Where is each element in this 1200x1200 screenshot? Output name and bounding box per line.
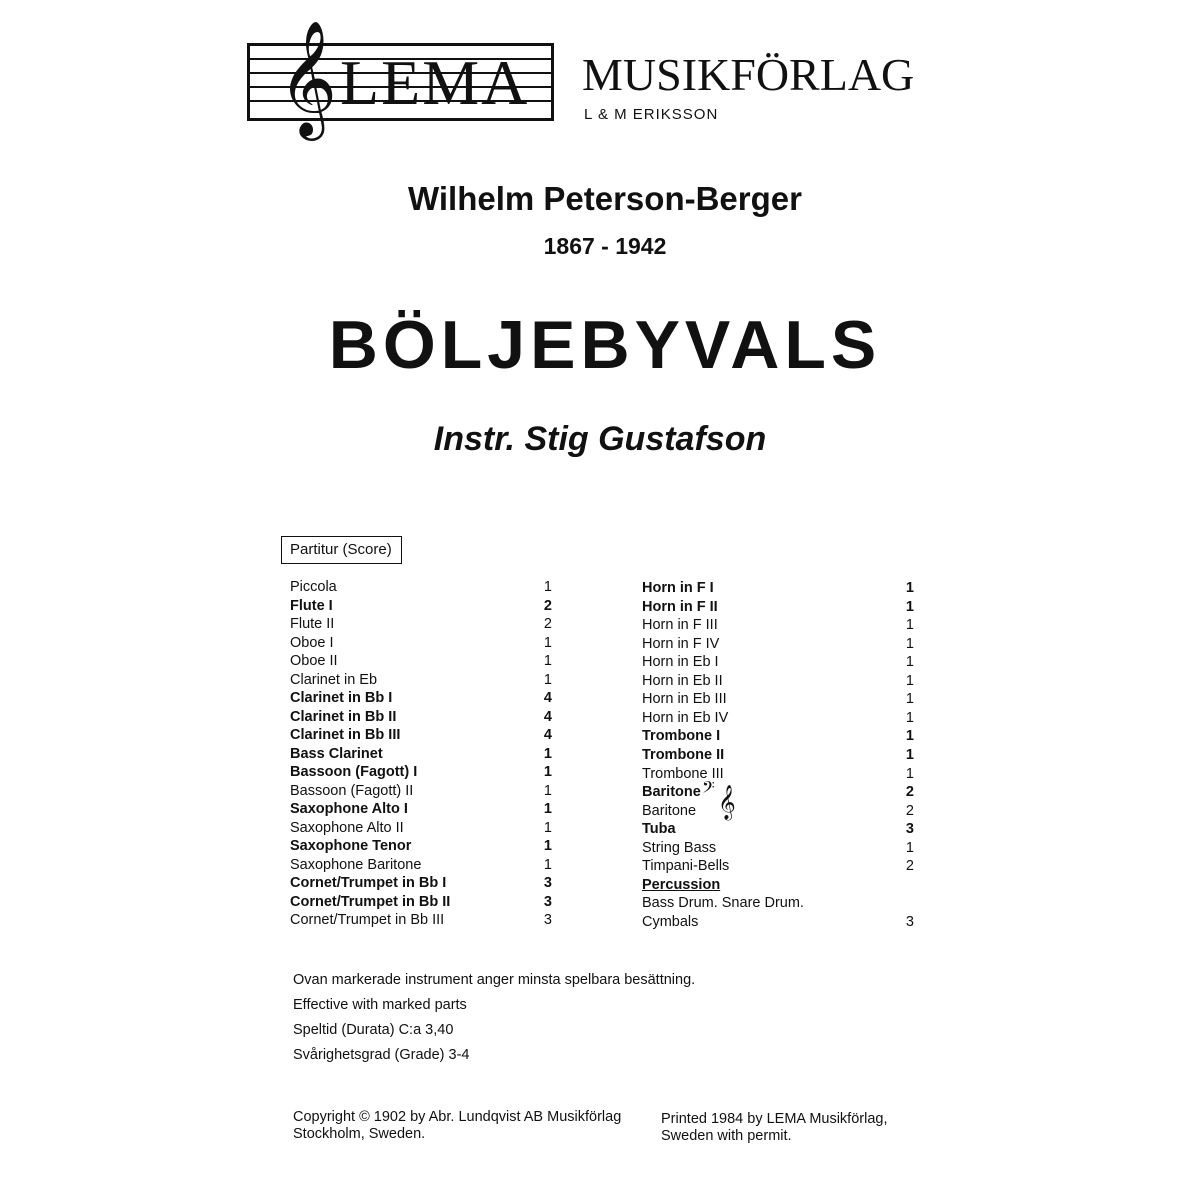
- instrument-name: Flute II: [290, 616, 335, 632]
- instrument-row: [642, 709, 922, 727]
- instrument-count: 1: [905, 839, 914, 856]
- instrument-count: 1: [543, 819, 552, 836]
- instrument-name: Bass Drum. Snare Drum.: [642, 895, 804, 912]
- instrument-count: 2: [905, 802, 914, 819]
- instrument-row: [290, 893, 570, 911]
- instrument-row: [642, 579, 922, 597]
- instrument-name: Horn in F II: [642, 598, 718, 615]
- logo-text: LEMA: [340, 47, 530, 118]
- instrument-count: 1: [543, 764, 552, 780]
- instrument-row: [642, 616, 922, 634]
- instrument-count: 4: [543, 708, 552, 725]
- instrument-name: Trombone II: [642, 746, 725, 763]
- instrument-name: Timpani-Bells: [642, 858, 730, 875]
- instrument-name: Saxophone Alto II: [290, 819, 404, 836]
- instrument-count: 1: [905, 635, 914, 652]
- instrument-row: [290, 745, 570, 763]
- instrument-row: [642, 598, 922, 616]
- instrument-name: Baritone: [642, 784, 701, 801]
- instrument-name: Horn in Eb IV: [642, 709, 729, 726]
- instrument-row: [642, 820, 922, 838]
- instrument-count: 3: [543, 893, 552, 910]
- instrument-name: Tuba: [642, 821, 676, 838]
- instrument-row: [642, 777, 922, 802]
- copyright-block: [293, 1109, 621, 1143]
- instrument-row: [642, 913, 922, 931]
- instrument-count: 1: [905, 691, 914, 708]
- instrument-count: 1: [543, 653, 552, 669]
- instrument-count: 1: [543, 856, 552, 873]
- instrument-row: [290, 782, 570, 800]
- instrument-row: [642, 839, 922, 857]
- instrument-count: 4: [543, 727, 552, 743]
- instrument-row: [290, 874, 570, 892]
- instrument-name: Oboe II: [290, 653, 338, 669]
- instrument-name: Clarinet in Eb: [290, 671, 378, 688]
- instrument-name: Baritone: [642, 802, 697, 819]
- instrument-count: 1: [905, 728, 914, 745]
- instrument-count: 3: [543, 912, 552, 928]
- instrument-count: 1: [905, 709, 914, 726]
- instrument-count: 2: [543, 597, 552, 614]
- instrument-count: 1: [905, 654, 914, 671]
- instrument-row: [290, 689, 570, 707]
- composer-dates: 1867 - 1942: [543, 233, 667, 259]
- instrument-name: Oboe I: [290, 634, 334, 651]
- instrument-row: [642, 765, 922, 783]
- instrument-name: Bassoon (Fagott) I: [290, 764, 418, 780]
- instrument-row: [290, 652, 570, 670]
- note-minimum-instrumentation: Ovan markerade instrument anger minsta spelbara besättning.: [293, 972, 696, 988]
- instrument-row: [290, 856, 570, 874]
- instrument-row: [290, 911, 570, 929]
- instrument-row: [290, 634, 570, 652]
- instrument-name: Clarinet in Bb III: [290, 727, 401, 743]
- arranger: Instr. Stig Gustafson: [433, 420, 767, 458]
- printed-block: [661, 1111, 887, 1145]
- instrument-row: [290, 578, 570, 596]
- instrument-count: 1: [905, 580, 914, 596]
- bass-clef-icon: 𝄢: [702, 777, 715, 802]
- instrument-name: Horn in F III: [642, 617, 718, 634]
- instrument-row: [642, 653, 922, 671]
- instrument-row: [290, 671, 570, 689]
- instrument-name: Saxophone Tenor: [290, 838, 412, 854]
- instrument-name: Horn in Eb II: [642, 672, 723, 689]
- instrument-count: 1: [543, 801, 552, 817]
- instrument-name: Cornet/Trumpet in Bb I: [290, 875, 447, 891]
- instrument-count: 4: [543, 690, 552, 706]
- instrument-count: 1: [543, 838, 552, 854]
- instrument-name: Trombone I: [642, 728, 721, 745]
- instrument-name: Bassoon (Fagott) II: [290, 782, 414, 799]
- instrument-count: 1: [905, 672, 914, 689]
- instrument-count: 1: [543, 634, 552, 651]
- instrument-row: [642, 746, 922, 764]
- instrument-row: [642, 894, 922, 912]
- instrument-count: 3: [905, 913, 914, 930]
- piece-title: BÖLJEBYVALS: [328, 307, 882, 383]
- instrument-count: 2: [905, 858, 914, 875]
- instrument-name: Clarinet in Bb I: [290, 690, 393, 706]
- instrument-count: 1: [905, 765, 914, 782]
- instrument-row: [290, 819, 570, 837]
- instrument-name: Trombone III: [642, 765, 724, 782]
- instrument-row: [290, 763, 570, 781]
- copyright-line: Stockholm, Sweden.: [293, 1126, 426, 1142]
- instrument-row: [290, 615, 570, 633]
- instrument-count: 1: [905, 598, 914, 615]
- instrument-count: 1: [543, 745, 552, 762]
- instrument-name: Cornet/Trumpet in Bb III: [290, 912, 445, 928]
- instrument-name: Saxophone Baritone: [290, 856, 422, 873]
- instrument-row: [642, 690, 922, 708]
- note-duration: Speltid (Durata) C:a 3,40: [293, 1022, 454, 1038]
- instrument-count: 1: [543, 671, 552, 688]
- instrument-name: Percussion: [642, 876, 721, 893]
- instrument-count: 1: [905, 617, 914, 634]
- instrument-row: [642, 857, 922, 875]
- instrument-name: Piccola: [290, 579, 337, 595]
- instrument-name: Flute I: [290, 597, 333, 614]
- instrument-name: Saxophone Alto I: [290, 801, 408, 817]
- printed-line: Sweden with permit.: [661, 1128, 792, 1144]
- note-effective-parts: Effective with marked parts: [293, 997, 467, 1013]
- instrument-name: Horn in Eb I: [642, 654, 719, 671]
- treble-clef-icon: 𝄞: [718, 785, 736, 820]
- instrument-row: [290, 837, 570, 855]
- instrument-count: 1: [905, 746, 914, 763]
- instrument-row: [642, 727, 922, 745]
- instrument-name: Horn in F I: [642, 580, 714, 596]
- instrument-count: 1: [543, 782, 552, 799]
- note-grade: Svårighetsgrad (Grade) 3-4: [293, 1047, 470, 1063]
- instrument-name: Horn in F IV: [642, 635, 720, 652]
- instrument-row: [290, 708, 570, 726]
- instrument-count: 2: [543, 616, 552, 632]
- lema-logo: [247, 19, 554, 136]
- instrument-name: Cornet/Trumpet in Bb II: [290, 893, 451, 910]
- instrument-row: [642, 635, 922, 653]
- publisher-name: MUSIKFÖRLAG: [582, 49, 915, 100]
- instrument-name: Cymbals: [642, 913, 699, 930]
- score-label: Partitur (Score): [281, 536, 402, 564]
- instrument-name: Bass Clarinet: [290, 745, 383, 762]
- instrument-count: 1: [543, 579, 552, 595]
- printed-line: Printed 1984 by LEMA Musikförlag,: [661, 1111, 888, 1127]
- instrument-count: 3: [543, 875, 552, 891]
- instrument-count: 3: [905, 821, 914, 838]
- instrument-name: String Bass: [642, 839, 717, 856]
- treble-clef-icon: 𝄞: [278, 19, 338, 136]
- instrument-count: 2: [905, 784, 914, 801]
- instrument-name: Horn in Eb III: [642, 691, 727, 708]
- instrument-row: [290, 800, 570, 818]
- publisher-subtitle: L & M ERIKSSON: [584, 106, 719, 123]
- instrument-name: Clarinet in Bb II: [290, 708, 397, 725]
- instrument-row: [642, 802, 922, 820]
- composer-name: Wilhelm Peterson-Berger: [408, 180, 802, 217]
- instrument-row: [642, 672, 922, 690]
- instrument-row: [290, 597, 570, 615]
- copyright-line: Copyright © 1902 by Abr. Lundqvist AB Musikförlag: [293, 1109, 622, 1125]
- instrument-row: [290, 726, 570, 744]
- instrument-row: [642, 876, 922, 894]
